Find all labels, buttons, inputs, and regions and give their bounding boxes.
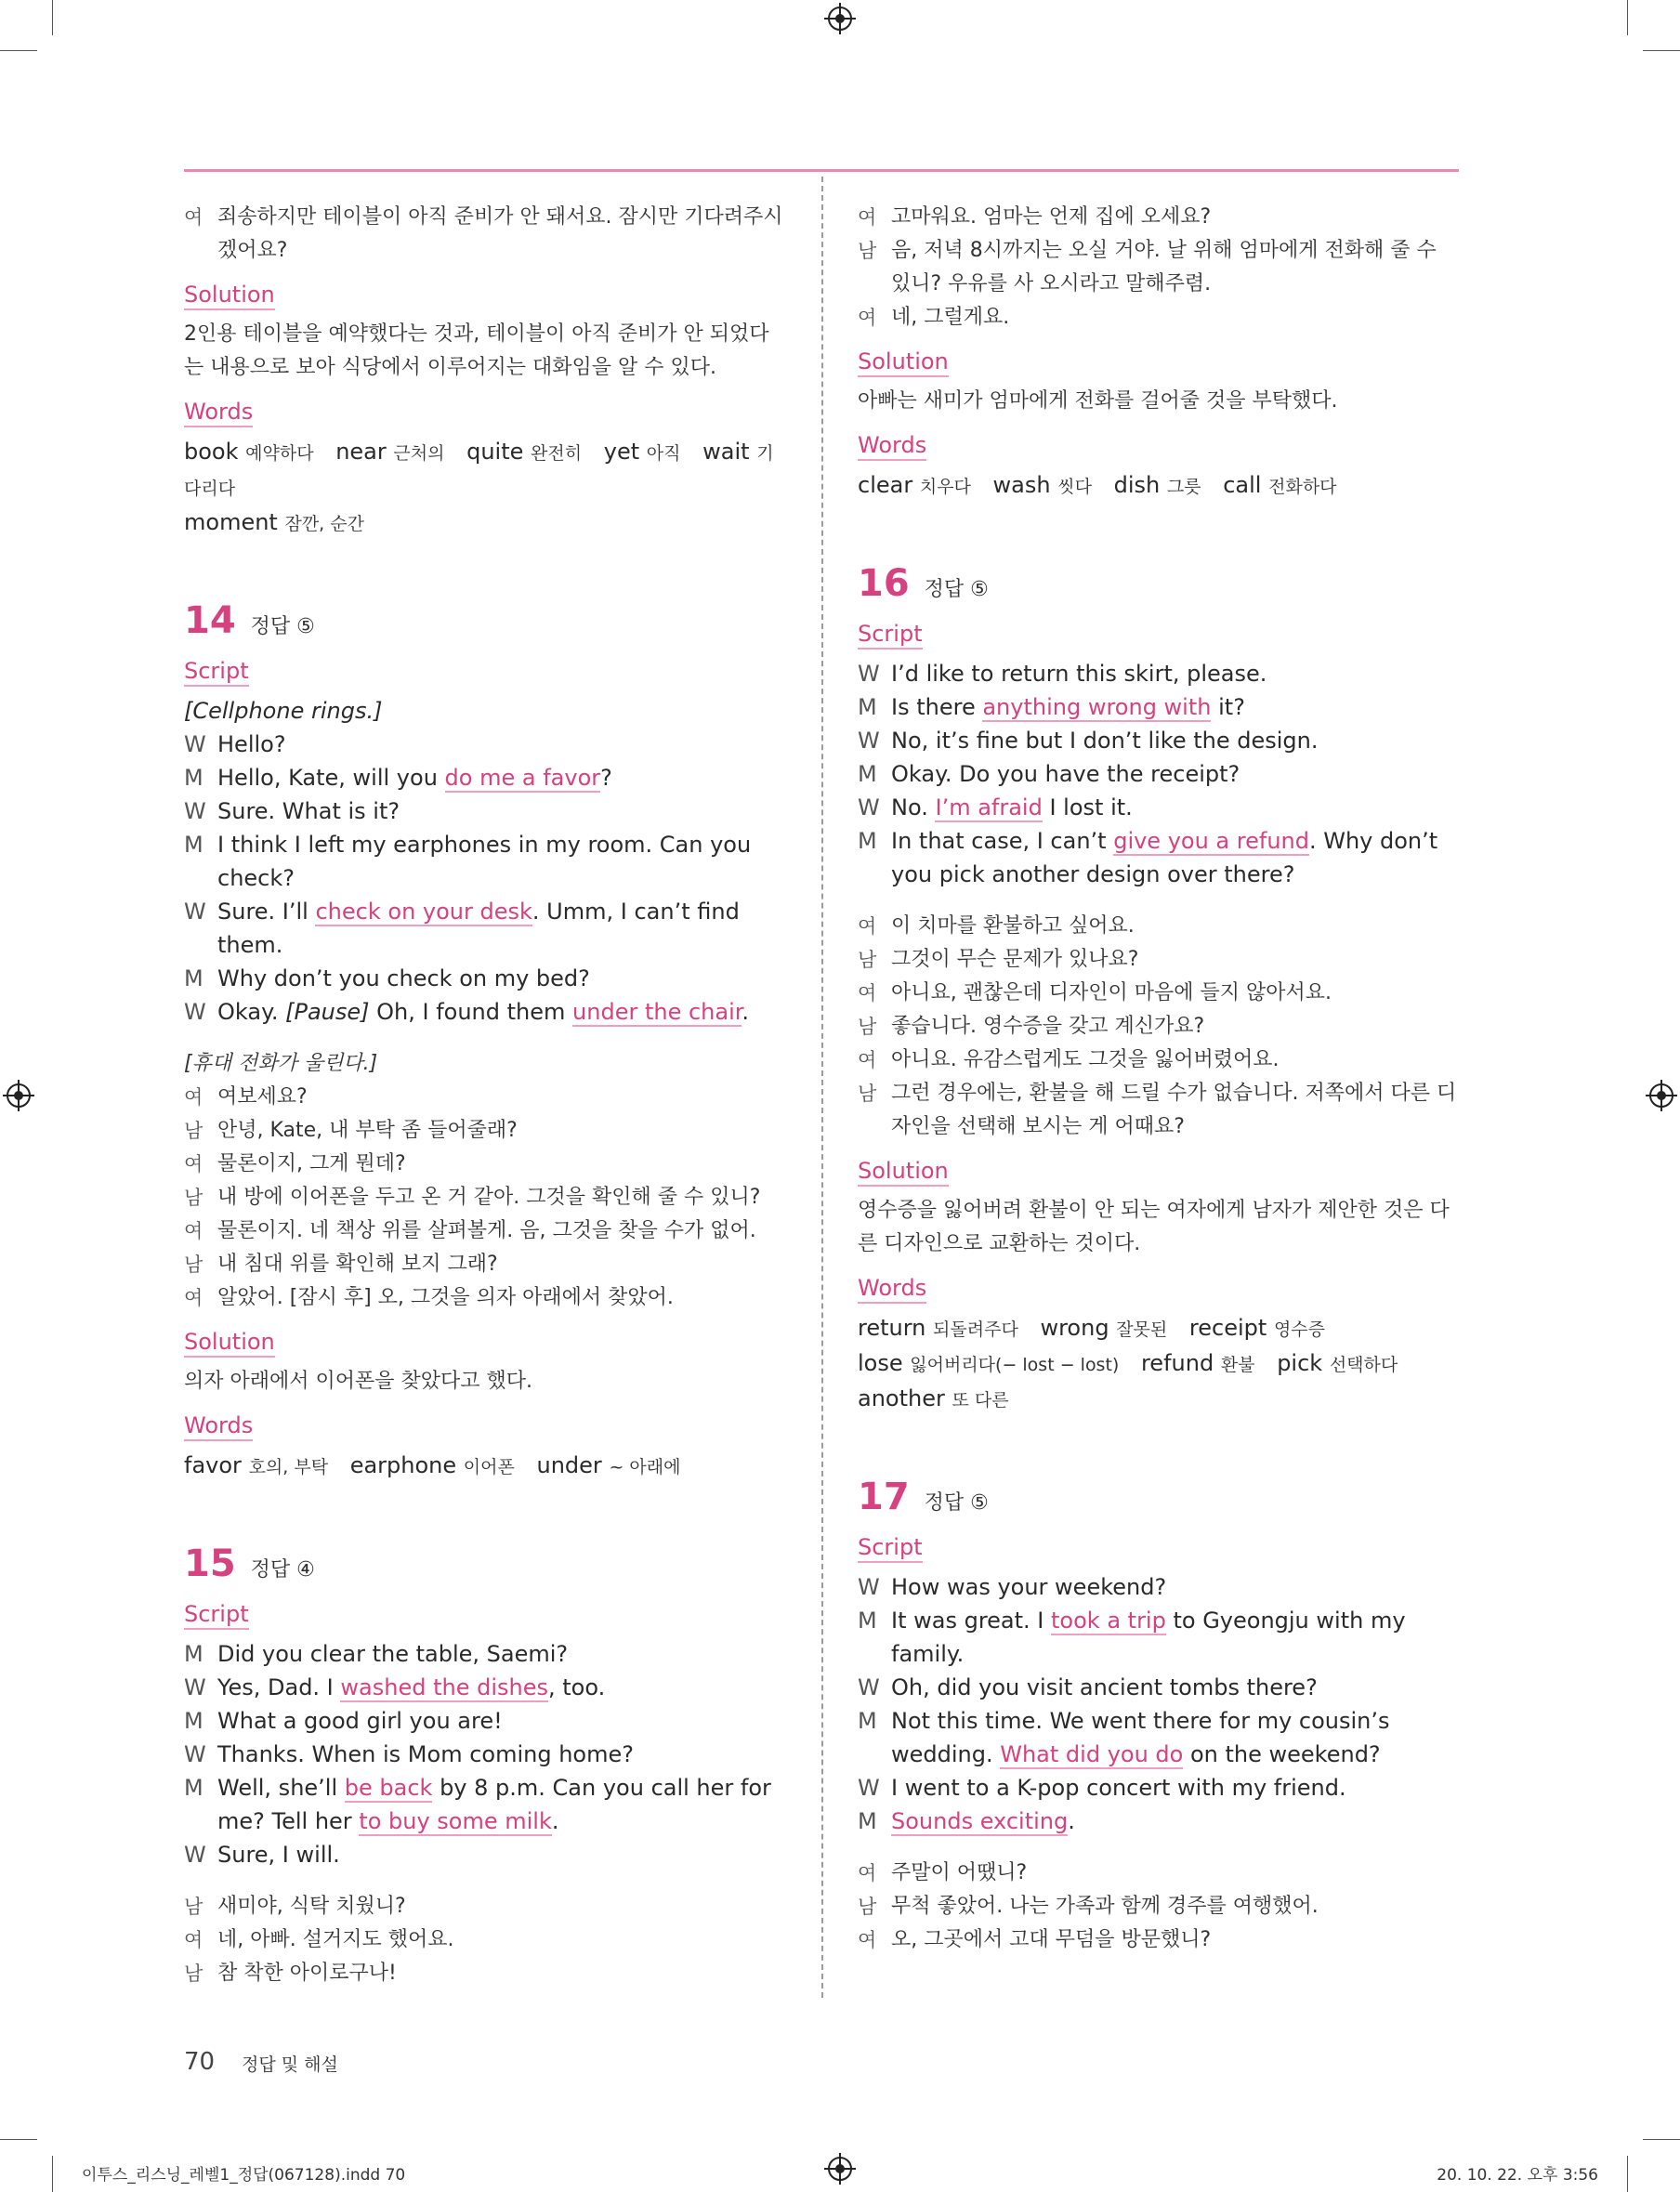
korean-line	[858, 1890, 1462, 1923]
script-label: Script	[858, 620, 923, 650]
answer-key: 정답 ⑤	[924, 578, 989, 601]
speaker-tag: M	[184, 1641, 203, 1667]
speaker-tag: M	[184, 765, 203, 791]
line-text	[891, 824, 1462, 891]
right-column	[858, 201, 1462, 1957]
speaker-tag: 여	[858, 1862, 877, 1884]
text-run: No, it’s fine but I don’t like the design.	[891, 728, 1319, 754]
korean-line	[184, 1957, 788, 1990]
korean-line	[184, 1081, 788, 1114]
stage-direction: [Pause]	[285, 999, 370, 1025]
text-run: Why don’t you check on my bed?	[217, 965, 590, 991]
crop-mark	[0, 2139, 37, 2140]
script-line	[184, 1771, 788, 1838]
word-item: another 또 다른	[858, 1385, 1009, 1411]
line-text: 새미야, 식탁 치웠니?	[217, 1895, 406, 1918]
script-line	[184, 895, 788, 962]
line-text: 오, 그곳에서 고대 무덤을 방문했니?	[891, 1928, 1212, 1951]
line-text: 내 침대 위를 확인해 보지 그래?	[217, 1253, 498, 1276]
text-run: . Why don’t you pick another design over there?	[891, 828, 1438, 887]
highlighted-phrase: What did you do	[1000, 1741, 1184, 1767]
script-line	[184, 828, 788, 895]
word-item: wait 기다리다	[184, 439, 774, 499]
page-number: 70	[184, 2048, 216, 2076]
line-text: 내 방에 이어폰을 두고 온 거 같아. 그것을 확인해 줄 수 있니?	[217, 1186, 761, 1209]
speaker-tag: W	[858, 728, 880, 754]
crop-mark	[1643, 2139, 1680, 2140]
speaker-tag: 남	[184, 1962, 203, 1985]
solution-text: 아빠는 새미가 엄마에게 전화를 걸어줄 것을 부탁했다.	[858, 389, 1338, 413]
korean-line: 여 네, 그럴게요.	[858, 306, 1010, 329]
stage-direction: [Cellphone rings.]	[184, 698, 383, 724]
text-run: I went to a K-pop concert with my friend.	[891, 1775, 1346, 1801]
header-rule	[184, 169, 1459, 172]
solution-label: Solution	[858, 1157, 949, 1187]
line-text	[891, 757, 1462, 791]
text-run: by 8 p.m. Can you call her for me? Tell her	[217, 1775, 771, 1834]
script-label: Script	[184, 1600, 249, 1630]
speaker-tag: M	[858, 1708, 877, 1734]
text-run: Yes, Dad. I	[217, 1674, 341, 1700]
korean-line	[858, 943, 1462, 977]
crop-mark	[52, 2156, 53, 2192]
script-line	[858, 1671, 1462, 1704]
line-text: 여보세요?	[217, 1085, 308, 1109]
speaker-tag: 여	[184, 1153, 203, 1175]
section-title: 정답 및 해설	[242, 2054, 338, 2075]
korean-line	[858, 1010, 1462, 1043]
script-line	[184, 1704, 788, 1738]
text-run: Sure. What is it?	[217, 798, 400, 824]
line-text: 참 착한 아이로구나!	[217, 1962, 397, 1985]
speaker-tag: W	[858, 661, 880, 687]
line-text: 알았어. [잠시 후] 오, 그것을 의자 아래에서 찾았어.	[217, 1286, 674, 1309]
text-run: How was your weekend?	[891, 1574, 1167, 1600]
text-run: , too.	[547, 1674, 606, 1700]
text-run: to Gyeongju with my family.	[891, 1608, 1406, 1667]
solution-text: 의자 아래에서 이어폰을 찾았다고 했다.	[184, 1370, 532, 1393]
text-run: Hello?	[217, 731, 286, 757]
words-row	[858, 1311, 1462, 1346]
text-run: ?	[600, 765, 612, 791]
text-run: Is there	[891, 694, 983, 720]
line-text: 이 치마를 환불하고 싶어요.	[891, 914, 1135, 938]
korean-line	[184, 1248, 788, 1281]
text-run: I lost it.	[1042, 794, 1133, 820]
korean-line	[184, 1148, 788, 1181]
line-text: 아니요. 유감스럽게도 그것을 잃어버렸어요.	[891, 1048, 1280, 1071]
speaker-tag: 남	[858, 1896, 877, 1918]
highlighted-phrase: be back	[344, 1775, 433, 1801]
speaker-tag: 남	[184, 1120, 203, 1142]
highlighted-phrase: Sounds exciting	[891, 1808, 1069, 1834]
speaker-tag: 남	[184, 1254, 203, 1276]
words-list	[184, 435, 788, 541]
text-run: Okay. Do you have the receipt?	[891, 761, 1240, 787]
question-number: 14	[184, 599, 236, 642]
line-text	[891, 657, 1462, 690]
highlighted-phrase: to buy some milk	[359, 1808, 552, 1834]
line-text: 그것이 무슨 문제가 있나요?	[891, 948, 1139, 971]
line-text	[217, 1838, 788, 1871]
text-run: What a good girl you are!	[217, 1708, 503, 1734]
left-column	[184, 201, 788, 1990]
words-row	[858, 1382, 1462, 1417]
word-item: receipt 영수증	[1188, 1315, 1325, 1341]
speaker-tag: W	[184, 999, 206, 1025]
script-line	[184, 995, 788, 1029]
speaker-tag: M	[184, 1775, 203, 1801]
word-item: near 근처의	[335, 439, 445, 465]
line-text	[217, 1637, 788, 1671]
korean-line	[184, 1923, 788, 1957]
word-item: wrong 잘못된	[1040, 1315, 1168, 1341]
crop-mark	[1627, 2156, 1628, 2192]
line-text	[217, 1771, 788, 1838]
line-text	[217, 1671, 788, 1704]
text-run: Sure. I’ll	[217, 899, 316, 925]
word-item: dish 그릇	[1113, 472, 1201, 498]
print-slug-date: 20. 10. 22. 오후 3:56	[1437, 2166, 1598, 2185]
script-label: Script	[184, 657, 249, 687]
korean-line	[858, 1923, 1462, 1957]
line-text	[891, 1704, 1462, 1771]
line-text: 안녕, Kate, 내 부탁 좀 들어줄래?	[217, 1119, 518, 1142]
solution-text: 영수증을 잃어버려 환불이 안 되는 여자에게 남자가 제안한 것은 다른 디자인으로 교환하는 것이다.	[858, 1199, 1450, 1255]
speaker-tag: 여	[858, 982, 877, 1004]
line-text	[217, 895, 788, 962]
line-text: 주말이 어땠니?	[891, 1861, 1028, 1884]
words-label: Words	[184, 1411, 253, 1441]
korean-line: 여 고마워요. 엄마는 언제 집에 오세요?	[858, 205, 1212, 229]
line-text: 물론이지, 그게 뭔데?	[217, 1152, 406, 1175]
script-line	[184, 1738, 788, 1771]
print-slug-file: 이투스_리스닝_레벨1_정답(067128).indd 70	[82, 2166, 406, 2185]
speaker-tag: W	[184, 1842, 206, 1868]
line-text: 물론이지. 네 책상 위를 살펴볼게. 음, 그것을 찾을 수가 없어.	[217, 1219, 756, 1242]
korean-translation	[184, 1081, 788, 1315]
korean-translation	[858, 910, 1462, 1144]
korean-translation	[184, 1890, 788, 1990]
crop-mark	[1643, 50, 1680, 51]
line-text: 좋습니다. 영수증을 갖고 계신가요?	[891, 1015, 1205, 1038]
line-text: 네, 아빠. 설거지도 했어요.	[217, 1928, 454, 1951]
script-line	[858, 1604, 1462, 1671]
line-text	[217, 1704, 788, 1738]
question-number: 16	[858, 562, 910, 605]
line-text: 아니요, 괜찮은데 디자인이 마음에 들지 않아서요.	[891, 981, 1332, 1004]
answer-key: 정답 ⑤	[924, 1491, 989, 1515]
speaker-tag: 남	[184, 1896, 203, 1918]
text-run: Did you clear the table, Saemi?	[217, 1641, 569, 1667]
text-run: .	[1068, 1808, 1075, 1834]
words-label: Words	[858, 1274, 926, 1304]
speaker-tag: 남	[858, 1016, 877, 1038]
script-dialogue	[184, 1637, 788, 1871]
script-line	[184, 1838, 788, 1871]
speaker-tag: M	[184, 1708, 203, 1734]
speaker-tag: M	[858, 828, 877, 854]
text-run: on the weekend?	[1183, 1741, 1381, 1767]
text-run: Well, she’ll	[217, 1775, 345, 1801]
line-text	[891, 791, 1462, 824]
highlighted-phrase: washed the dishes	[340, 1674, 548, 1700]
question-header-17	[858, 1476, 1462, 1520]
korean-line	[858, 1077, 1462, 1144]
line-text	[891, 1671, 1462, 1704]
word-item: earphone 이어폰	[349, 1452, 515, 1478]
korean-line: 여 죄송하지만 테이블이 아직 준비가 안 돼서요. 잠시만 기다려주시겠어요?	[184, 205, 783, 262]
word-item: return 되돌려주다	[858, 1315, 1018, 1341]
text-run: I’d like to return this skirt, please.	[891, 661, 1267, 687]
highlighted-phrase: under the chair	[572, 999, 742, 1025]
word-item: lose 잃어버리다(− lost − lost)	[858, 1350, 1120, 1376]
speaker-tag: M	[858, 694, 877, 720]
solution-label: Solution	[184, 1328, 275, 1358]
script-line	[184, 794, 788, 828]
solution-text: 2인용 테이블을 예약했다는 것과, 테이블이 아직 준비가 안 되었다는 내용으로 보아 식당에서 이루어지는 대화임을 알 수 있다.	[184, 322, 769, 379]
text-run: I think I left my earphones in my room. Can you check?	[217, 832, 752, 891]
script-line	[858, 1570, 1462, 1604]
word-item: yet 아직	[603, 439, 681, 465]
word-item: book 예약하다	[184, 439, 314, 465]
line-text	[217, 1738, 788, 1771]
column-divider	[821, 177, 823, 1998]
script-line	[858, 690, 1462, 724]
text-run: Not this time. We went there for my cousin’s wedding.	[891, 1708, 1390, 1767]
speaker-tag: W	[184, 798, 206, 824]
speaker-tag: M	[858, 1808, 877, 1834]
speaker-tag: 여	[184, 1287, 203, 1309]
word-item: refund 환불	[1140, 1350, 1255, 1376]
script-line	[184, 728, 788, 761]
korean-line	[858, 1043, 1462, 1077]
continuation-korean-left	[184, 201, 788, 268]
line-text: 무척 좋았어. 나는 가족과 함께 경주를 여행했어.	[891, 1895, 1319, 1918]
line-text	[217, 828, 788, 895]
crop-mark	[52, 0, 53, 35]
word-item: quite 완전히	[466, 439, 583, 465]
speaker-tag: 여	[184, 1929, 203, 1951]
line-text	[217, 794, 788, 828]
words-label: Words	[858, 431, 926, 461]
continuation-korean-right	[858, 201, 1462, 335]
speaker-tag: 여	[858, 1049, 877, 1071]
word-item: call 전화하다	[1223, 472, 1337, 498]
script-line	[858, 757, 1462, 791]
speaker-tag: M	[184, 832, 203, 858]
text-run: . Umm, I can’t find them.	[217, 899, 740, 958]
registration-mark-icon	[7, 1083, 31, 1108]
script-line	[858, 1704, 1462, 1771]
solution-label: Solution	[858, 348, 949, 377]
line-text	[891, 1771, 1462, 1805]
speaker-tag: W	[184, 1674, 206, 1700]
highlighted-phrase: give you a refund	[1113, 828, 1309, 854]
speaker-tag: M	[858, 1608, 877, 1634]
script-line	[184, 761, 788, 794]
text-run: Oh, did you visit ancient tombs there?	[891, 1674, 1318, 1700]
script-line	[858, 824, 1462, 891]
script-line	[184, 1671, 788, 1704]
speaker-tag: M	[184, 965, 203, 991]
text-run: Thanks. When is Mom coming home?	[217, 1741, 634, 1767]
answer-key: 정답 ④	[250, 1558, 315, 1582]
script-dialogue	[184, 728, 788, 1029]
registration-mark-icon	[1649, 1083, 1673, 1108]
speaker-tag: M	[858, 761, 877, 787]
script-line	[858, 657, 1462, 690]
korean-line	[858, 977, 1462, 1010]
answer-key: 정답 ⑤	[250, 615, 315, 638]
text-run: it?	[1211, 694, 1245, 720]
speaker-tag: W	[184, 899, 206, 925]
script-dialogue	[858, 657, 1462, 891]
highlighted-phrase: took a trip	[1051, 1608, 1166, 1634]
speaker-tag: W	[858, 1775, 880, 1801]
word-item: wash 씻다	[992, 472, 1092, 498]
script-line	[184, 962, 788, 995]
highlighted-phrase: I’m afraid	[935, 794, 1043, 820]
word-item: moment 잠깐, 순간	[184, 509, 364, 535]
question-number: 15	[184, 1542, 236, 1585]
question-header-15	[184, 1542, 788, 1587]
line-text	[217, 728, 788, 761]
speaker-tag: W	[184, 731, 206, 757]
words-label: Words	[184, 398, 253, 427]
speaker-tag: W	[858, 1674, 880, 1700]
word-item: clear 치우다	[858, 472, 971, 498]
words-list	[858, 468, 1462, 504]
speaker-tag: 여	[184, 1086, 203, 1109]
highlighted-phrase: anything wrong with	[982, 694, 1212, 720]
line-text	[217, 962, 788, 995]
korean-line: 남 음, 저녁 8시까지는 오실 거야. 날 위해 엄마에게 전화해 줄 수 있니? 우유를 사 오시라고 말해주렴.	[858, 239, 1437, 295]
speaker-tag: 남	[184, 1187, 203, 1209]
speaker-tag: 남	[858, 949, 877, 971]
script-line	[858, 1771, 1462, 1805]
word-item: favor 호의, 부탁	[184, 1452, 329, 1478]
speaker-tag: 여	[858, 1929, 877, 1951]
script-line	[858, 1805, 1462, 1838]
crop-mark	[0, 50, 37, 51]
korean-line	[184, 1281, 788, 1315]
speaker-tag: W	[858, 1574, 880, 1600]
question-header-16	[858, 562, 1462, 607]
question-number: 17	[858, 1476, 910, 1518]
words-list	[184, 1449, 788, 1484]
line-text	[891, 690, 1462, 724]
registration-mark-icon	[828, 2157, 852, 2181]
text-run: It was great. I	[891, 1608, 1052, 1634]
text-run: In that case, I can’t	[891, 828, 1114, 854]
highlighted-phrase: do me a favor	[444, 765, 601, 791]
text-run: Okay.	[217, 999, 286, 1025]
crop-mark	[1627, 0, 1628, 35]
registration-mark-icon	[828, 7, 852, 31]
question-header-14	[184, 599, 788, 644]
line-text	[891, 1570, 1462, 1604]
speaker-tag: W	[858, 794, 880, 820]
korean-line	[184, 1181, 788, 1214]
line-text	[891, 1805, 1462, 1838]
speaker-tag: 여	[858, 915, 877, 938]
solution-label: Solution	[184, 281, 275, 310]
korean-line	[184, 1114, 788, 1148]
speaker-tag: 여	[184, 1220, 203, 1242]
text-run: No.	[891, 794, 936, 820]
script-line	[184, 1637, 788, 1671]
text-run: .	[551, 1808, 559, 1834]
line-text	[891, 724, 1462, 757]
script-line	[858, 791, 1462, 824]
line-text	[217, 761, 788, 794]
korean-line	[858, 1857, 1462, 1890]
word-item: pick 선택하다	[1277, 1350, 1398, 1376]
text-run: Oh, I found them	[369, 999, 573, 1025]
script-label: Script	[858, 1533, 923, 1563]
speaker-tag: W	[184, 1741, 206, 1767]
script-dialogue	[858, 1570, 1462, 1838]
words-list	[858, 1311, 1462, 1417]
script-line	[858, 724, 1462, 757]
speaker-tag: 남	[858, 1083, 877, 1105]
korean-line	[858, 910, 1462, 943]
korean-line	[184, 1214, 788, 1248]
line-text	[217, 995, 788, 1029]
korean-line	[184, 1890, 788, 1923]
text-run: Sure, I will.	[217, 1842, 340, 1868]
korean-translation	[858, 1857, 1462, 1957]
words-row	[858, 1346, 1462, 1382]
text-run: Hello, Kate, will you	[217, 765, 445, 791]
line-text	[891, 1604, 1462, 1671]
korean-stage-direction: [휴대 전화가 울린다.]	[184, 1052, 378, 1075]
word-item: under ~ 아래에	[536, 1452, 681, 1478]
line-text: 그런 경우에는, 환불을 해 드릴 수가 없습니다. 저쪽에서 다른 디자인을 선택해 보시는 게 어때요?	[891, 1082, 1457, 1138]
highlighted-phrase: check on your desk	[315, 899, 532, 925]
text-run: .	[742, 999, 750, 1025]
